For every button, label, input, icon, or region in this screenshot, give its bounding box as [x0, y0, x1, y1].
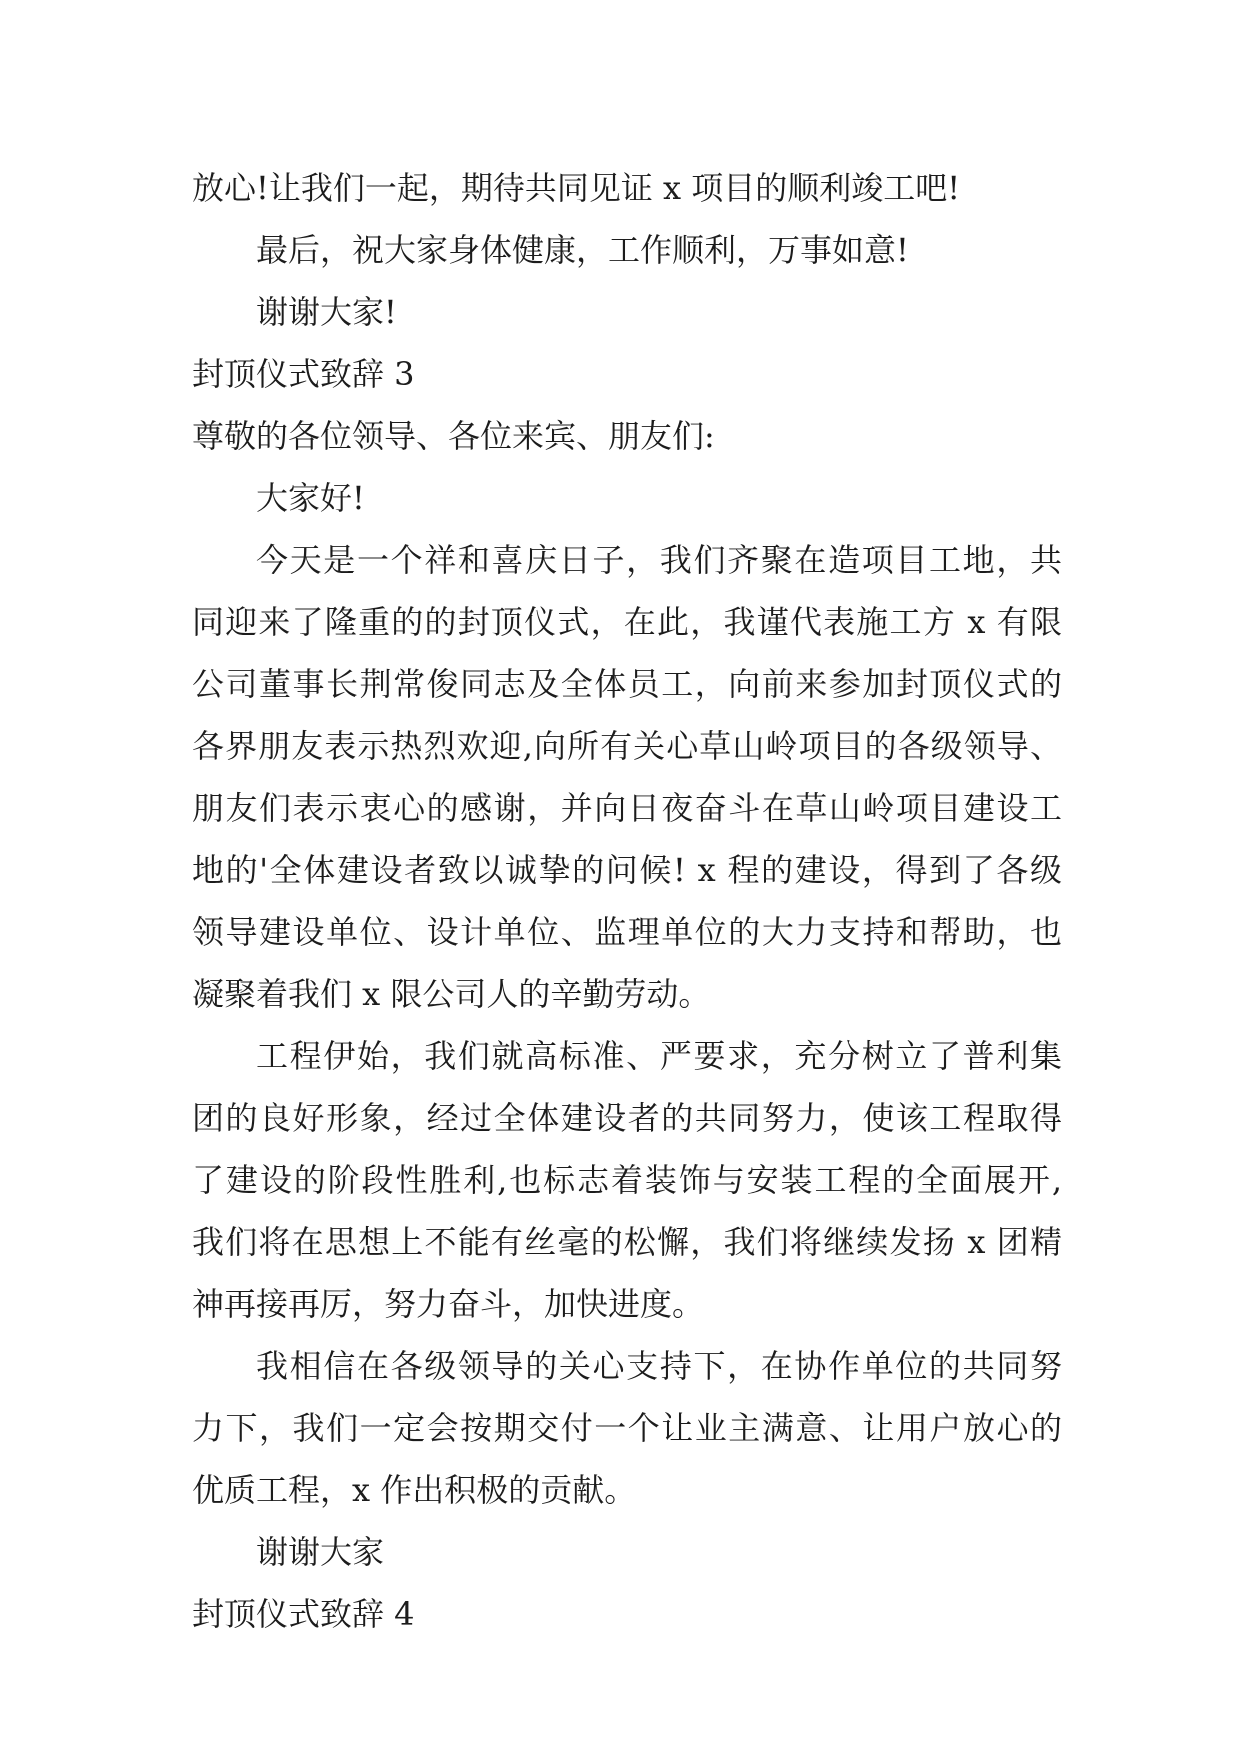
section-heading: 封顶仪式致辞 3 — [192, 355, 415, 393]
text-line: 团的良好形象，经过全体建设者的共同努力，使该工程取得 — [192, 1099, 1062, 1137]
section-heading: 封顶仪式致辞 4 — [192, 1595, 415, 1633]
text-line: 我相信在各级领导的关心支持下，在协作单位的共同努 — [256, 1347, 1062, 1385]
text-line: 最后，祝大家身体健康，工作顺利，万事如意! — [256, 231, 909, 269]
document-body — [192, 157, 1062, 1645]
text-line: 今天是一个祥和喜庆日子，我们齐聚在造项目工地，共 — [256, 541, 1062, 579]
text-line: 工程伊始，我们就高标准、严要求，充分树立了普利集 — [256, 1037, 1062, 1075]
text-line: 谢谢大家 — [256, 1533, 385, 1571]
text-line: 领导建设单位、设计单位、监理单位的大力支持和帮助，也 — [192, 913, 1062, 951]
text-line: 各界朋友表示热烈欢迎,向所有关心草山岭项目的各级领导、 — [192, 727, 1062, 765]
text-line: 了建设的阶段性胜利,也标志着装饰与安装工程的全面展开, — [192, 1161, 1062, 1199]
text-line: 朋友们表示衷心的感谢，并向日夜奋斗在草山岭项目建设工 — [192, 789, 1062, 827]
salutation: 尊敬的各位领导、各位来宾、朋友们: — [192, 417, 715, 455]
text-line: 公司董事长荆常俊同志及全体员工，向前来参加封顶仪式的 — [192, 665, 1062, 703]
text-line: 谢谢大家! — [256, 293, 397, 331]
text-line: 大家好! — [256, 479, 365, 517]
text-line: 我们将在思想上不能有丝毫的松懈，我们将继续发扬 x 团精 — [192, 1223, 1062, 1261]
text-line: 优质工程，x 作出积极的贡献。 — [192, 1471, 637, 1509]
text-line: 神再接再厉，努力奋斗，加快进度。 — [192, 1285, 705, 1323]
text-line: 地的'全体建设者致以诚挚的问候! x 程的建设，得到了各级 — [192, 851, 1062, 889]
text-line: 凝聚着我们 x 限公司人的辛勤劳动。 — [192, 975, 711, 1013]
text-line: 力下，我们一定会按期交付一个让业主满意、让用户放心的 — [192, 1409, 1062, 1447]
text-line: 同迎来了隆重的的封顶仪式，在此，我谨代表施工方 x 有限 — [192, 603, 1062, 641]
text-line: 放心!让我们一起，期待共同见证 x 项目的顺利竣工吧! — [192, 169, 961, 207]
